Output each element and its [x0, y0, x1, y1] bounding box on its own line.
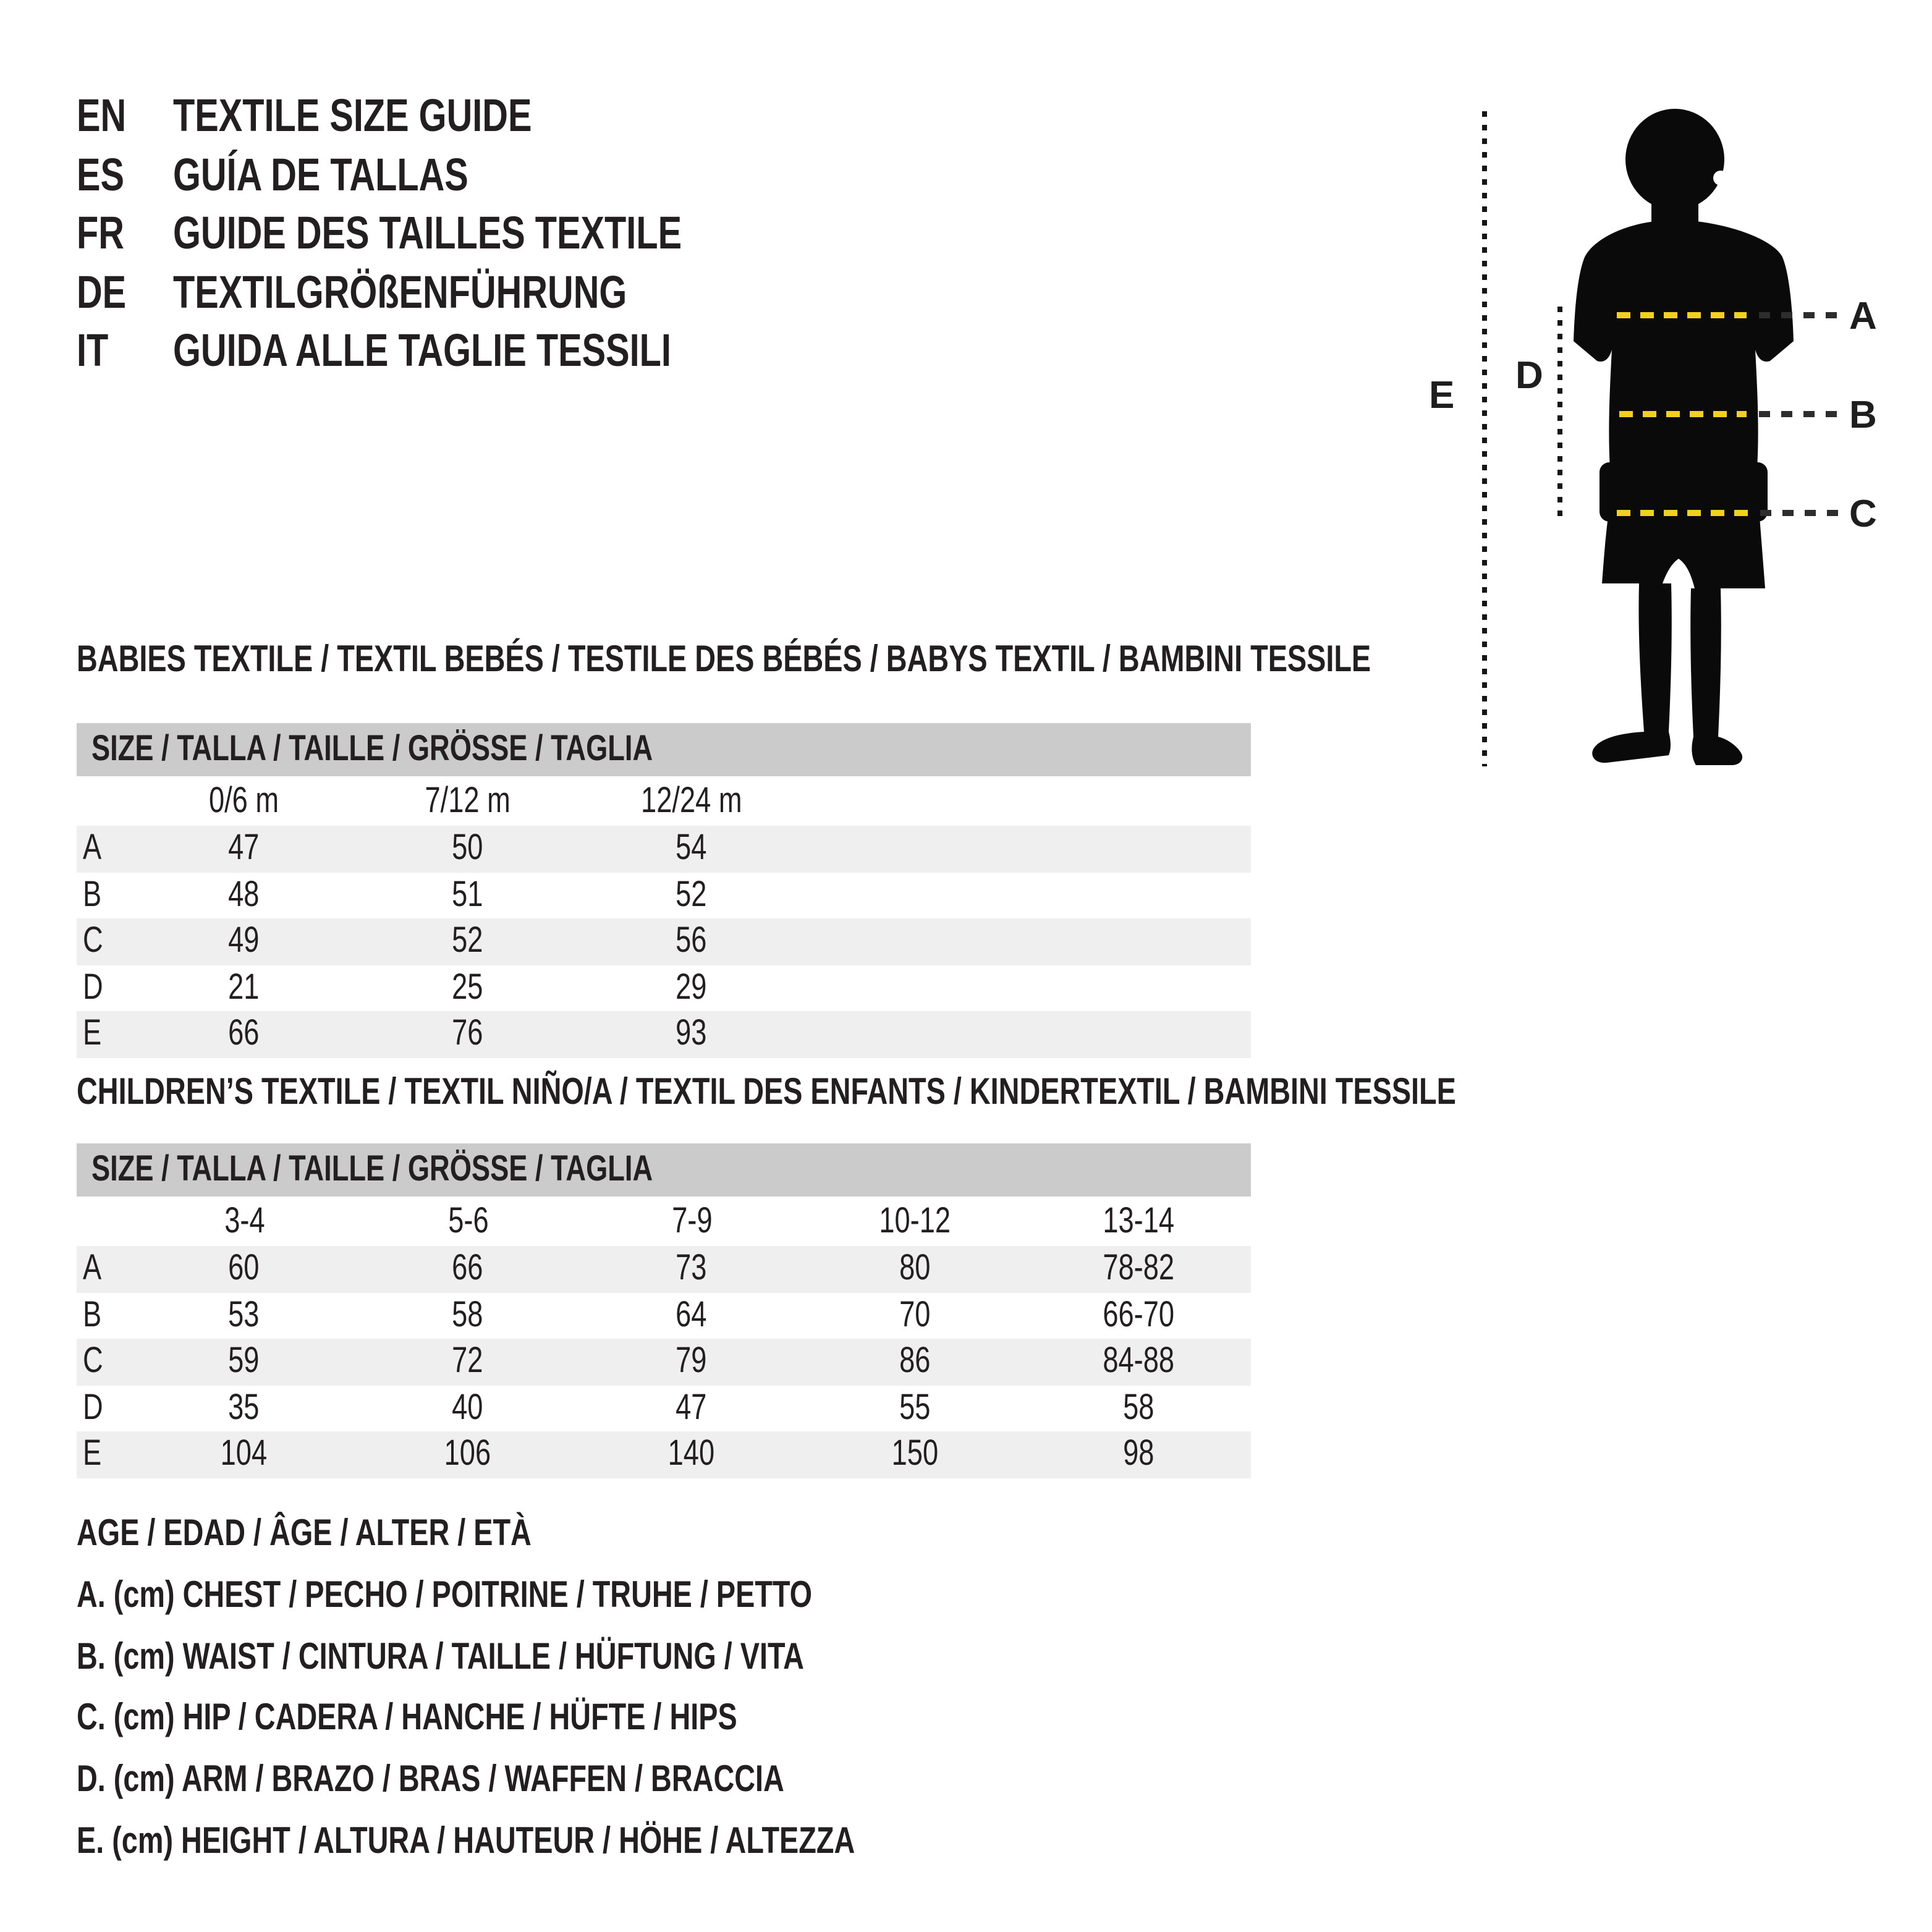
cell-value: 54 [676, 828, 708, 868]
table-row [77, 965, 1251, 1011]
cell-value: 86 [899, 1341, 931, 1381]
cell-value: 60 [228, 1248, 260, 1289]
column-header: 13-14 [1103, 1201, 1175, 1240]
cell-value: 66 [228, 1014, 260, 1054]
babies-section-title: BABIES TEXTILE / TEXTIL BEBÉS / TESTILE DES BÉBÉS / BABYS TEXTIL / BAMBINI TESSILE [77, 639, 1371, 680]
cell-value: 52 [452, 921, 484, 961]
legend-line-arm: D. (cm) ARM / BRAZO / BRAS / WAFFEN / BRACCIA [77, 1759, 784, 1800]
legend-line-hip: C. (cm) HIP / CADERA / HANCHE / HÜFTE / HIPS [77, 1697, 737, 1739]
table-row [77, 1431, 1251, 1478]
cell-value: 66 [452, 1248, 484, 1289]
cell-value: 25 [452, 967, 484, 1007]
table-row [77, 872, 1251, 918]
cell-value: 76 [452, 1014, 484, 1054]
legend-line-height: E. (cm) HEIGHT / ALTURA / HAUTEUR / HÖHE / ALTEZZA [77, 1820, 855, 1862]
legend-line-chest: A. (cm) CHEST / PECHO / POITRINE / TRUHE / PETTO [77, 1574, 813, 1616]
table-row [77, 1385, 1251, 1431]
babies-table [77, 723, 1251, 1057]
legend-line-age: AGE / EDAD / ÂGE / ALTER / ETÀ [77, 1513, 532, 1554]
figure-label-e: E [1429, 374, 1455, 417]
row-label: C [83, 921, 103, 961]
cell-value: 50 [452, 828, 484, 868]
legend-line-waist: B. (cm) WAIST / CINTURA / TAILLE / HÜFTUNG / VITA [77, 1636, 804, 1677]
table-header-bar: SIZE / TALLA / TAILLE / GRÖSSE / TAGLIA [77, 723, 1251, 776]
table-row [77, 826, 1251, 872]
children-table [77, 1143, 1251, 1478]
cell-value: 80 [899, 1248, 931, 1289]
cell-value: 58 [1123, 1388, 1155, 1428]
cell-value: 104 [221, 1434, 268, 1474]
row-label: E [83, 1434, 102, 1474]
cell-value: 48 [228, 875, 260, 915]
column-header: 7-9 [671, 1201, 712, 1240]
row-label: E [83, 1014, 102, 1054]
cell-value: 40 [452, 1388, 484, 1428]
column-header: 7/12 m [425, 781, 511, 820]
language-row-es [77, 145, 825, 204]
language-title: GUIDA ALLE TAGLIE TESSILI [173, 325, 671, 376]
cell-value: 53 [228, 1295, 260, 1335]
cell-value: 150 [892, 1434, 939, 1474]
cell-value: 51 [452, 875, 484, 915]
cell-value: 49 [228, 921, 260, 961]
figure-label-a: A [1849, 295, 1877, 337]
cell-value: 52 [676, 875, 708, 915]
row-label: D [83, 967, 103, 1007]
cell-value: 98 [1123, 1434, 1155, 1474]
cell-value: 56 [676, 921, 708, 961]
cell-value: 84-88 [1103, 1341, 1175, 1381]
figure-label-d: D [1515, 354, 1543, 397]
cell-value: 21 [228, 967, 260, 1007]
figure-label-c: C [1849, 493, 1877, 535]
row-label: B [83, 875, 102, 915]
row-label: A [83, 1248, 102, 1289]
figure-label-b: B [1849, 394, 1877, 436]
column-header: 10-12 [879, 1201, 951, 1240]
table-header-bar: SIZE / TALLA / TAILLE / GRÖSSE / TAGLIA [77, 1143, 1251, 1197]
language-title: GUIDE DES TAILLES TEXTILE [173, 208, 682, 259]
cell-value: 70 [899, 1295, 931, 1335]
cell-value: 47 [676, 1388, 708, 1428]
language-title-list [77, 87, 825, 381]
language-title: TEXTILE SIZE GUIDE [173, 90, 532, 141]
table-row [77, 1011, 1251, 1057]
language-title: GUÍA DE TALLAS [173, 149, 468, 200]
row-label: C [83, 1341, 103, 1381]
column-header-row [77, 1197, 1251, 1246]
cell-value: 29 [676, 967, 708, 1007]
cell-value: 64 [676, 1295, 708, 1335]
cell-value: 78-82 [1103, 1248, 1175, 1289]
row-label: A [83, 828, 102, 868]
cell-value: 59 [228, 1341, 260, 1381]
language-code: IT [77, 325, 109, 376]
cell-value: 73 [676, 1248, 708, 1289]
cell-value: 35 [228, 1388, 260, 1428]
cell-value: 66-70 [1103, 1295, 1175, 1335]
language-row-it [77, 322, 825, 381]
language-title: TEXTILGRÖßENFÜHRUNG [173, 266, 627, 318]
language-row-fr [77, 204, 825, 263]
row-label: B [83, 1295, 102, 1335]
cell-value: 55 [899, 1388, 931, 1428]
cell-value: 47 [228, 828, 260, 868]
ear-notch [1713, 171, 1728, 185]
language-code: FR [77, 208, 124, 259]
cell-value: 140 [668, 1434, 715, 1474]
children-section-title: CHILDREN’S TEXTILE / TEXTIL NIÑO/A / TEXTIL DES ENFANTS / KINDERTEXTIL / BAMBINI TESSILE [77, 1072, 1456, 1112]
column-header: 0/6 m [209, 781, 279, 820]
column-header: 12/24 m [641, 781, 742, 820]
language-row-de [77, 263, 825, 322]
cell-value: 72 [452, 1341, 484, 1381]
table-row [77, 918, 1251, 965]
measurement-legend [77, 1503, 1074, 1873]
column-header-row [77, 776, 1251, 826]
cell-value: 93 [676, 1014, 708, 1054]
language-code: ES [77, 149, 125, 200]
column-header: 5-6 [447, 1201, 488, 1240]
cell-value: 106 [444, 1434, 491, 1474]
table-row [77, 1292, 1251, 1339]
language-code: EN [77, 90, 127, 141]
cell-value: 79 [676, 1341, 708, 1381]
language-code: DE [77, 266, 127, 318]
row-label: D [83, 1388, 103, 1428]
table-row [77, 1246, 1251, 1292]
table-row [77, 1339, 1251, 1385]
language-row-en [77, 87, 825, 145]
column-header: 3-4 [224, 1201, 265, 1240]
cell-value: 58 [452, 1295, 484, 1335]
